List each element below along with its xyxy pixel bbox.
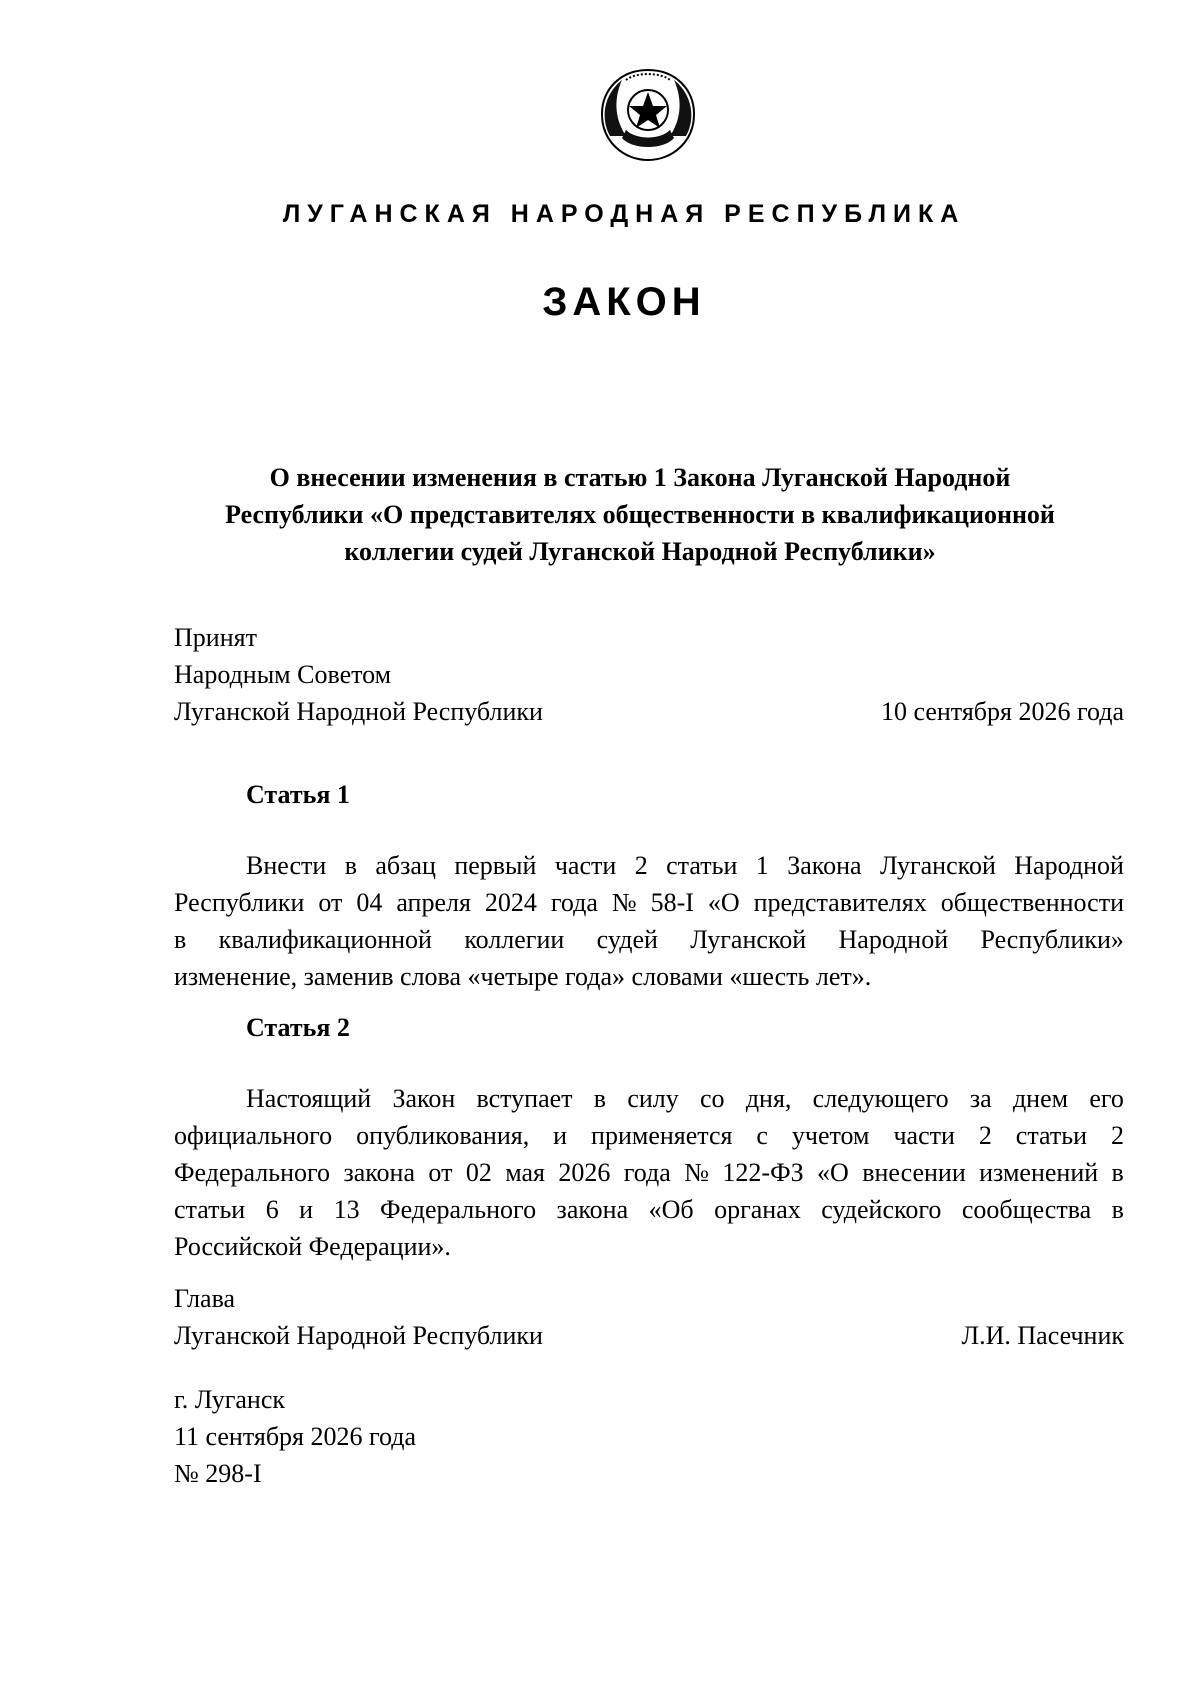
text-word: днем	[1012, 1084, 1069, 1113]
text-word: от	[428, 1158, 453, 1187]
adopted-line: Народным Советом	[174, 660, 392, 689]
text-word: вступает	[476, 1084, 573, 1113]
place-date-number	[174, 1381, 416, 1492]
text-word: со	[700, 1084, 725, 1113]
text-word: 58-I	[650, 888, 694, 917]
text-word: Внести	[246, 851, 327, 880]
text-word: следующего	[812, 1084, 949, 1113]
text-word: Республики»	[980, 925, 1124, 954]
law-title-line: коллегии судей Луганской Народной Республики»	[344, 537, 936, 566]
text-word: закона	[556, 1195, 629, 1224]
text-word: в	[1111, 1195, 1124, 1224]
text-word: силу	[627, 1084, 679, 1113]
text-word: 2	[978, 1121, 992, 1150]
text-word: представителях	[753, 888, 927, 917]
adoption-block	[174, 619, 1124, 730]
text-word: Настоящий	[246, 1084, 372, 1113]
text-word: 1	[755, 851, 769, 880]
text-word: года	[623, 1158, 671, 1187]
law-title-line: О внесении изменения в статью 1 Закона Луганской Народной	[269, 463, 1011, 492]
text-word: с	[756, 1121, 768, 1150]
text-word: внесении	[862, 1158, 966, 1187]
text-word: органах	[714, 1195, 801, 1224]
text-word: Закон	[392, 1084, 456, 1113]
text-word: Федерального	[380, 1195, 537, 1224]
text-word: его	[1089, 1084, 1124, 1113]
text-word: дня,	[745, 1084, 792, 1113]
text-line	[174, 1080, 1124, 1117]
text-word: в	[1111, 1158, 1124, 1187]
text-word: Народной	[1014, 851, 1124, 880]
text-line	[174, 1117, 1124, 1154]
text-word: опубликования,	[356, 1121, 530, 1150]
text-word: Луганской	[690, 925, 807, 954]
text-word: 6	[265, 1195, 279, 1224]
text-word: 02	[465, 1158, 492, 1187]
republic-name: ЛУГАНСКАЯ НАРОДНАЯ РЕСПУБЛИКА	[282, 200, 966, 228]
text-word: «Об	[648, 1195, 694, 1224]
text-word: Луганской	[879, 851, 996, 880]
adopted-line: Принят	[174, 623, 257, 652]
law-title-line: Республики «О представителях общественности в квалификационной	[225, 500, 1055, 529]
signature-block	[174, 1280, 1124, 1354]
text-word: применяется	[591, 1121, 733, 1150]
signer-position: Глава	[174, 1284, 236, 1313]
text-word: 2024	[484, 888, 537, 917]
text-word: учетом	[791, 1121, 870, 1150]
text-word: первый	[454, 851, 537, 880]
text-word: апреля	[396, 888, 471, 917]
text-word: «О	[707, 888, 740, 917]
text-word: статьи	[666, 851, 738, 880]
adoption-date: 10 сентября 2026 года	[880, 697, 1124, 726]
text-word: Народной	[838, 925, 949, 954]
signing-place: г. Луганск	[174, 1385, 286, 1414]
text-word: общественности	[940, 888, 1124, 917]
text-line	[174, 958, 1124, 995]
text-word: Республики	[174, 888, 305, 917]
text-word: Закона	[787, 851, 862, 880]
text-word: изменение, заменив слова «четыре года» словами «шесть лет».	[174, 962, 872, 991]
text-word: статьи	[1015, 1121, 1088, 1150]
law-number: № 298-I	[174, 1459, 262, 1488]
signer-name: Л.И. Пасечник	[961, 1321, 1124, 1350]
text-word: сообщества	[961, 1195, 1092, 1224]
text-line	[174, 921, 1124, 958]
text-word: 2	[634, 851, 648, 880]
text-word: статьи	[174, 1195, 246, 1224]
document-type: ЗАКОН	[542, 280, 706, 324]
coat-of-arms-icon	[596, 64, 700, 164]
text-word: мая	[505, 1158, 545, 1187]
article-1-heading: Статья 1	[246, 780, 350, 809]
text-word: Федерального	[174, 1158, 331, 1187]
text-line	[174, 1228, 1124, 1265]
text-word: №	[611, 888, 637, 917]
text-word: 2	[1110, 1121, 1124, 1150]
signer-position: Луганской Народной Республики	[174, 1321, 543, 1350]
text-word: 04	[356, 888, 383, 917]
signing-date: 11 сентября 2026 года	[174, 1422, 417, 1451]
text-word: и	[299, 1195, 314, 1224]
text-word: за	[969, 1084, 992, 1113]
text-word: от	[318, 888, 343, 917]
text-word: в	[344, 851, 357, 880]
text-line	[174, 847, 1124, 884]
text-word: 13	[333, 1195, 360, 1224]
text-word: года	[550, 888, 598, 917]
text-word: квалификационной	[218, 925, 432, 954]
text-word: «О	[817, 1158, 849, 1187]
text-word: 122-ФЗ	[722, 1158, 804, 1187]
text-word: в	[174, 925, 187, 954]
text-line	[174, 1191, 1124, 1228]
text-word: изменений	[979, 1158, 1099, 1187]
text-word: Российской Федерации».	[174, 1232, 451, 1261]
text-line	[174, 884, 1124, 921]
text-word: в	[593, 1084, 607, 1113]
adopted-line: Луганской Народной Республики	[174, 697, 543, 726]
text-word: и	[553, 1121, 568, 1150]
text-word: части	[893, 1121, 955, 1150]
text-word: судейского	[821, 1195, 942, 1224]
article-2-text	[174, 1080, 1124, 1265]
text-word: абзац	[375, 851, 436, 880]
text-word: судей	[596, 925, 658, 954]
article-1-text	[174, 847, 1124, 995]
law-title	[180, 459, 1100, 570]
text-word: части	[554, 851, 617, 880]
text-word: закона	[343, 1158, 416, 1187]
text-word: 2026	[558, 1158, 611, 1187]
text-line	[174, 1154, 1124, 1191]
text-word: №	[684, 1158, 710, 1187]
text-word: коллегии	[464, 925, 565, 954]
text-word: официального	[174, 1121, 333, 1150]
article-2-heading: Статья 2	[246, 1013, 350, 1042]
